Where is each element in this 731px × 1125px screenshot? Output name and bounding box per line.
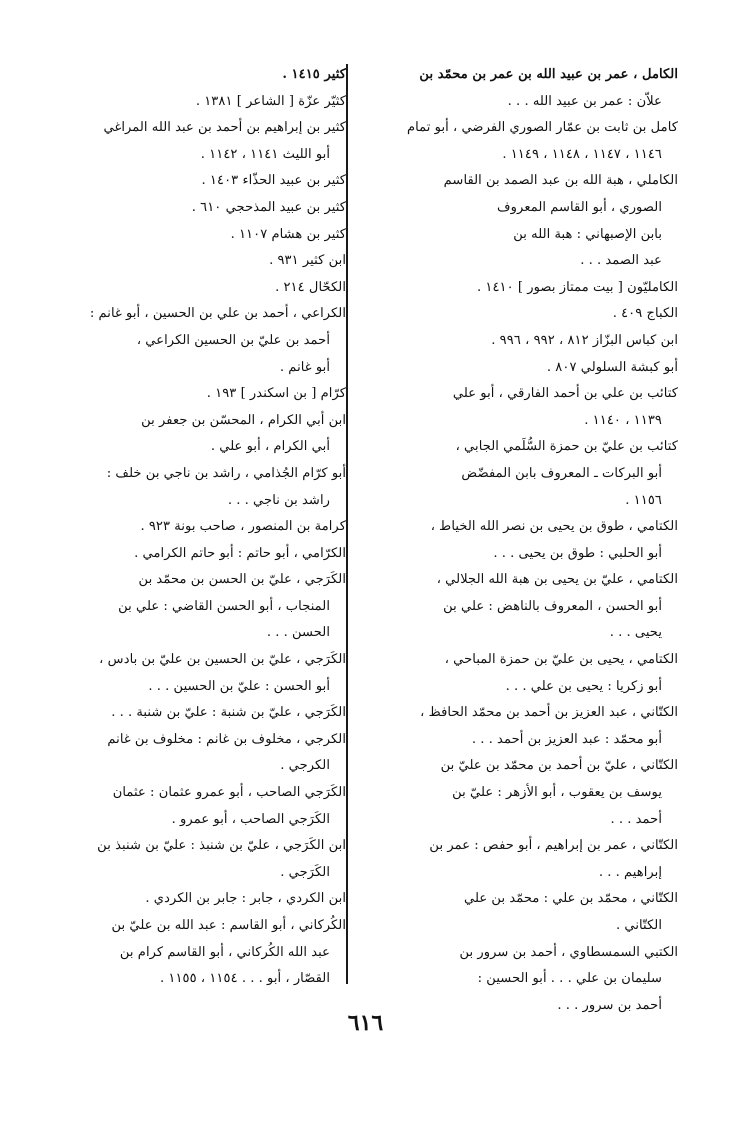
index-entry <box>32 700 346 727</box>
entry-line: الكباج ٤٠٩ . <box>612 306 678 322</box>
entry-line: أحمد . . . <box>610 811 662 827</box>
entry-line: إبراهيم . . . <box>598 864 662 880</box>
entry-line: أبو زكريا : يحيى بن علي . . . <box>505 678 662 694</box>
entry-line: الكراعي ، أحمد بن علي بن الحسين ، أبو غانم : <box>89 306 346 322</box>
entry-line: الكتّاني . <box>615 918 662 933</box>
entry-line: أحمد بن سرور . . . <box>557 997 662 1013</box>
index-entry <box>360 355 678 382</box>
index-entry <box>32 381 346 408</box>
entry-line: كثيّر عزّة [ الشاعر ] ١٣٨١ . <box>195 93 346 109</box>
entry-line: الكتّاني ، عبد العزيز بن أحمد بن محمّد الحافظ ، <box>420 705 678 721</box>
entry-line: الكتامي ، طوق بن يحيى بن نصر الله الخياط ، <box>430 519 678 535</box>
entry-line: الكرجي . <box>280 758 330 774</box>
entry-line: كثير بن عبيد المذحجي ٦١٠ . <box>191 199 346 215</box>
entry-line: ابن الكَرَجي ، عليّ بن شنبذ : عليّ بن شنبذ بن <box>97 838 346 854</box>
entry-line: ١١٤٦ ، ١١٤٧ ، ١١٤٨ ، ١١٤٩ . <box>502 146 662 162</box>
index-entry <box>32 115 346 168</box>
entry-line: الكتّاني ، محمّد بن علي : محمّد بن علي <box>464 891 678 907</box>
entry-line: الكامليّون [ بيت ممتاز بصور ] ١٤١٠ . <box>476 279 678 295</box>
entry-line: أبو الحسن ، المعروف بالناهض : علي بن <box>443 598 662 614</box>
entry-line: الكاملي ، هبة الله بن عبد الصمد بن القاسم <box>443 173 678 189</box>
page-number: ٦١٦ <box>347 1010 384 1036</box>
index-entry <box>360 647 678 700</box>
entry-line: يحيى . . . <box>609 625 662 641</box>
entry-line: الكَرَجي الصاحب ، أبو عمرو عثمان : عثمان <box>112 785 346 801</box>
entry-line: بابن الإصبهاني : هبة الله بن <box>513 226 662 242</box>
entry-line: ابن الكردي ، جابر : جابر بن الكردي . <box>145 891 346 907</box>
entry-line: ١١٥٦ . <box>625 492 662 508</box>
index-entry <box>360 514 678 567</box>
entry-line: أبو البركات ـ المعروف بابن المفضّض <box>461 465 662 481</box>
entry-line: أبو الحلبي : طوق بن يحيى . . . <box>493 545 662 561</box>
entry-line: أبو كبشة السلولي ٨٠٧ . <box>546 359 678 375</box>
index-entry <box>32 248 346 275</box>
index-entry <box>32 89 346 116</box>
index-entry <box>360 328 678 355</box>
index-entry <box>32 567 346 647</box>
entry-line: الكَرَجي ، عليّ بن الحسن بن محمّد بن <box>138 572 346 588</box>
index-entry <box>360 381 678 434</box>
index-entry <box>32 168 346 195</box>
entry-line: كثير بن إبراهيم بن أحمد بن عبد الله المراغي <box>103 120 346 136</box>
index-entry <box>360 301 678 328</box>
entry-line: أبي الكرام ، أبو علي . <box>210 439 330 455</box>
entry-line: الكامل ، عمر بن عبيد الله بن عمر بن محمّد بن <box>419 67 678 82</box>
index-entry <box>32 833 346 886</box>
entry-line: علاّن : عمر بن عبيد الله . . . <box>507 93 662 109</box>
entry-line: الصوري ، أبو القاسم المعروف <box>497 199 662 215</box>
entry-line: ابن كباس البزّاز ٨١٢ ، ٩٩٢ ، ٩٩٦ . <box>491 332 678 348</box>
entry-line: أبو كرّام الجُذامي ، راشد بن ناجي بن خلف : <box>106 465 346 481</box>
index-entry <box>32 886 346 913</box>
index-entry <box>360 115 678 168</box>
entry-line: أبو غانم . <box>279 359 330 375</box>
index-entry <box>360 886 678 939</box>
entry-line: الكُركاني ، أبو القاسم : عبد الله بن عليّ بن <box>111 918 346 933</box>
entry-line: كامل بن ثابت بن عمّار الصوري الفرضي ، أبو تمام <box>406 120 678 136</box>
entry-line: الكرجي ، مخلوف بن غانم : مخلوف بن غانم <box>107 731 346 747</box>
entry-line: الكَرَجي ، عليّ بن الحسين بن عليّ بن بادس ، <box>99 652 346 668</box>
entry-line: كثير بن هشام ١١٠٧ . <box>230 226 346 242</box>
index-entry <box>360 434 678 514</box>
entry-line: الكتامي ، يحيى بن عليّ بن حمزة المباحي ، <box>444 652 678 668</box>
entry-line: كثير ١٤١٥ . <box>282 67 346 82</box>
index-entry <box>360 700 678 753</box>
entry-line: الكتّاني ، عمر بن إبراهيم ، أبو حفص : عمر بن <box>429 838 678 854</box>
entry-line: الكَرَجي ، عليّ بن شنبة : عليّ بن شنبة . . . <box>111 705 346 721</box>
column-divider <box>346 64 348 984</box>
entry-line: الكتّاني ، عليّ بن أحمد بن محمّد بن عليّ بن <box>440 758 678 774</box>
index-entry <box>32 301 346 381</box>
entry-line: الحسن . . . <box>266 625 330 641</box>
entry-line: القصّار ، أبو . . . ١١٥٤ ، ١١٥٥ . <box>159 971 330 987</box>
index-entry <box>32 727 346 780</box>
index-entry <box>32 780 346 833</box>
entry-line: الكتامي ، عليّ بن يحيى بن هبة الله الجلالي ، <box>436 572 678 588</box>
index-entry <box>32 647 346 700</box>
entry-line: الكحّال ٢١٤ . <box>275 279 346 295</box>
index-entry <box>32 514 346 541</box>
index-entry <box>32 408 346 461</box>
index-entry <box>360 168 678 274</box>
entry-line: أبو محمّد : عبد العزيز بن أحمد . . . <box>471 731 662 747</box>
entry-line: كثير بن عبيد الحذّاء ١٤٠٣ . <box>201 173 346 189</box>
entry-line: الكَرَجي الصاحب ، أبو عمرو . <box>171 811 330 827</box>
index-entry <box>360 753 678 833</box>
index-entry <box>360 940 678 1020</box>
entry-line: عبد الصمد . . . <box>580 253 662 269</box>
entry-line: ١١٣٩ ، ١١٤٠ . <box>584 412 662 428</box>
entry-line: يوسف بن يعقوب ، أبو الأزهر : عليّ بن <box>452 785 662 801</box>
index-entry <box>360 62 678 115</box>
index-entry <box>360 833 678 886</box>
index-entry <box>32 275 346 302</box>
right-column <box>360 62 678 1019</box>
entry-line: كتائب بن عليّ بن حمزة السُّلَمي الجابي ، <box>455 439 678 455</box>
left-column <box>32 62 346 993</box>
entry-line: ابن كثير ٩٣١ . <box>269 253 346 269</box>
entry-line: عبد الله الكُركاني ، أبو القاسم كرام بن <box>119 944 330 960</box>
entry-line: أحمد بن عليّ بن الحسين الكراعي ، <box>136 332 330 348</box>
entry-line: المنجاب ، أبو الحسن القاضي : علي بن <box>118 598 330 614</box>
entry-line: راشد بن ناجي . . . <box>227 492 330 508</box>
entry-line: كرامة بن المنصور ، صاحب بونة ٩٢٣ . <box>140 519 346 535</box>
index-entry <box>32 62 346 89</box>
entry-line: كتائب بن علي بن أحمد الفارقي ، أبو علي <box>452 386 678 402</box>
index-entry <box>360 567 678 647</box>
entry-line: الكَرَجي . <box>280 864 330 880</box>
entry-line: سليمان بن علي . . . أبو الحسين : <box>477 971 662 987</box>
index-entry <box>32 222 346 249</box>
entry-line: الكتبي السمسطاوي ، أحمد بن سرور بن <box>459 944 678 960</box>
entry-line: أبو الليث ١١٤١ ، ١١٤٢ . <box>200 146 330 162</box>
entry-line: الكرّامي ، أبو حاتم : أبو حاتم الكرامي . <box>134 545 346 561</box>
index-entry <box>32 195 346 222</box>
entry-line: كرّام [ بن اسكندر ] ١٩٣ . <box>206 386 346 402</box>
index-entry <box>32 913 346 993</box>
index-entry <box>32 541 346 568</box>
entry-line: أبو الحسن : عليّ بن الحسين . . . <box>148 678 330 694</box>
entry-line: ابن أبي الكرام ، المحسّن بن جعفر بن <box>141 412 346 428</box>
index-entry <box>360 275 678 302</box>
index-entry <box>32 461 346 514</box>
